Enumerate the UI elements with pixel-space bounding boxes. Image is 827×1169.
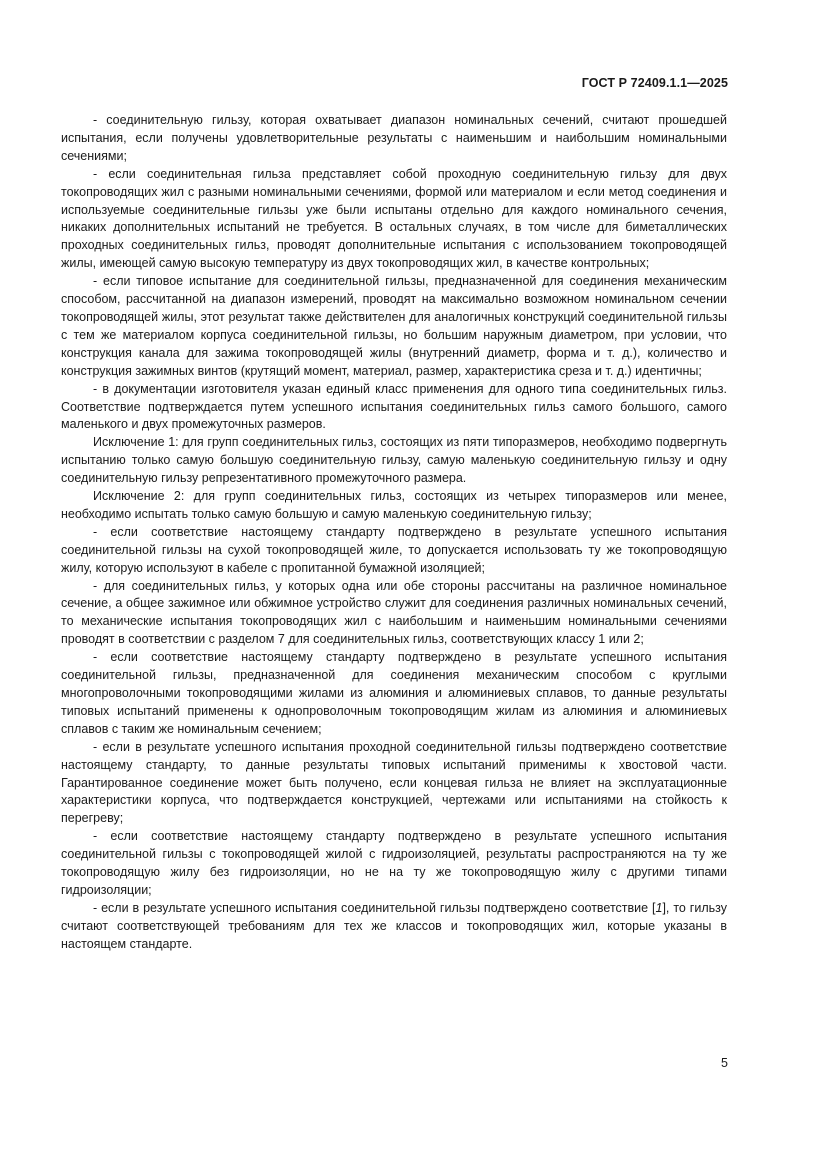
list-item: - для соединительных гильз, у которых одна или обе стороны рассчитаны на различное номинальное сечение, а общее зажимное или обжимное устройство служит для соединения различных номинальных сечений, то механические испытания токопроводящих жил с наибольшим и наименьшим номинальными сечениями проводят в соответствии с разделом 7 для соединительных гильз, соответствующих классу 1 или 2; [61,578,727,647]
exception-note: Исключение 2: для групп соединительных гильз, состоящих из четырех типоразмеров или менее, необходимо испытать только самую большую и самую маленькую соединительную гильзу; [61,489,727,521]
paragraph-text: ], то гильзу считают соответствующей требованиям для тех же классов и токопроводящих жил, которые указаны в настоящем стандарте. [61,900,727,951]
page-number: 5 [721,1056,728,1070]
document-code: ГОСТ Р 72409.1.1—2025 [581,76,728,90]
list-item: - соединительную гильзу, которая охватывает диапазон номинальных сечений, считают прошедшей испытания, если получены удовлетворительные результаты с наименьшим и наибольшим номинальными сечениями; [61,113,727,163]
list-item: - если соответствие настоящему стандарту подтверждено в результате успешного испытания соединительной гильзы с токопроводящей жилой с гидроизоляцией, результаты распространяются на ту же токопроводящую жилу без гидроизоляции, но не на ту же токопроводящую жилу с другими типами гидроизоляции; [61,829,727,897]
document-body [61,112,727,954]
list-item: - если соединительная гильза представляет собой проходную соединительную гильзу для двух токопроводящих жил с разными номинальными сечениями, формой или материалом и если метод соединения и используемые соединительные гильзы уже были испытаны отдельно для каждого номинального сечения, никаких дополнительных испытаний не требуется. В остальных случаях, в том числе для биметаллических проходных соединительных гильз, проводят дополнительные испытания с использованием токопроводящей жилы, имеющей самую высокую температуру из двух токопроводящих жил, в качестве контрольных; [61,166,727,271]
list-item [61,900,727,954]
list-item: - в документации изготовителя указан единый класс применения для одного типа соединительных гильз. Соответствие подтверждается путем успешного испытания соединительных гильз самого большого, самого маленького и двух промежуточных размеров. [61,381,727,432]
bibliography-reference: 1 [655,900,663,915]
list-item: - если соответствие настоящему стандарту подтверждено в результате успешного испытания соединительной гильзы, предназначенной для соединения механическим способом с круглыми многопроволочными токопроводящими жилами из алюминия и алюминиевых сплавов, то данные результаты типовых испытаний применены к однопроволочным токопроводящим жилам из алюминия и алюминиевых сплавов с таким же номинальным сечением; [61,650,727,736]
list-item: - если соответствие настоящему стандарту подтверждено в результате успешного испытания соединительной гильзы на сухой токопроводящей жиле, то допускается использовать ту же токопроводящую жилу, которую используют в кабеле с пропитанной бумажной изоляцией; [61,524,727,575]
list-item: - если типовое испытание для соединительной гильзы, предназначенной для соединения механическим способом, рассчитанной на диапазон измерений, проводят на максимально возможном номинальном сечении токопроводящей жилы, этот результат также действителен для аналогичных конструкций соединительной гильзы с тем же материалом корпуса соединительной гильзы, но большим наружным диаметром, при условии, что конструкция канала для зажима токопроводящей жилы (внутренний диаметр, форма и т. д.), количество и конструкция зажимных винтов (крутящий момент, материал, размер, характеристика среза и т. д.) идентичны; [61,274,727,378]
exception-note: Исключение 1: для групп соединительных гильз, состоящих из пяти типоразмеров, необходимо подвергнуть испытанию только самую большую соединительную гильзу, самую маленькую соединительную гильзу и одну соединительную гильзу репрезентативного промежуточного размера. [61,435,727,486]
paragraph-text: - если в результате успешного испытания соединительной гильзы подтверждено соответствие [ [93,900,656,915]
list-item: - если в результате успешного испытания проходной соединительной гильзы подтверждено соответствие настоящему стандарту, то данные результаты типовых испытаний применимы к хвостовой части. Гарантированное соединение может быть получено, если концевая гильза не влияет на эксплуатационные характеристики корпуса, что подтверждается конструкцией, чертежами или испытаниями на стойкость к перегреву; [61,739,727,826]
